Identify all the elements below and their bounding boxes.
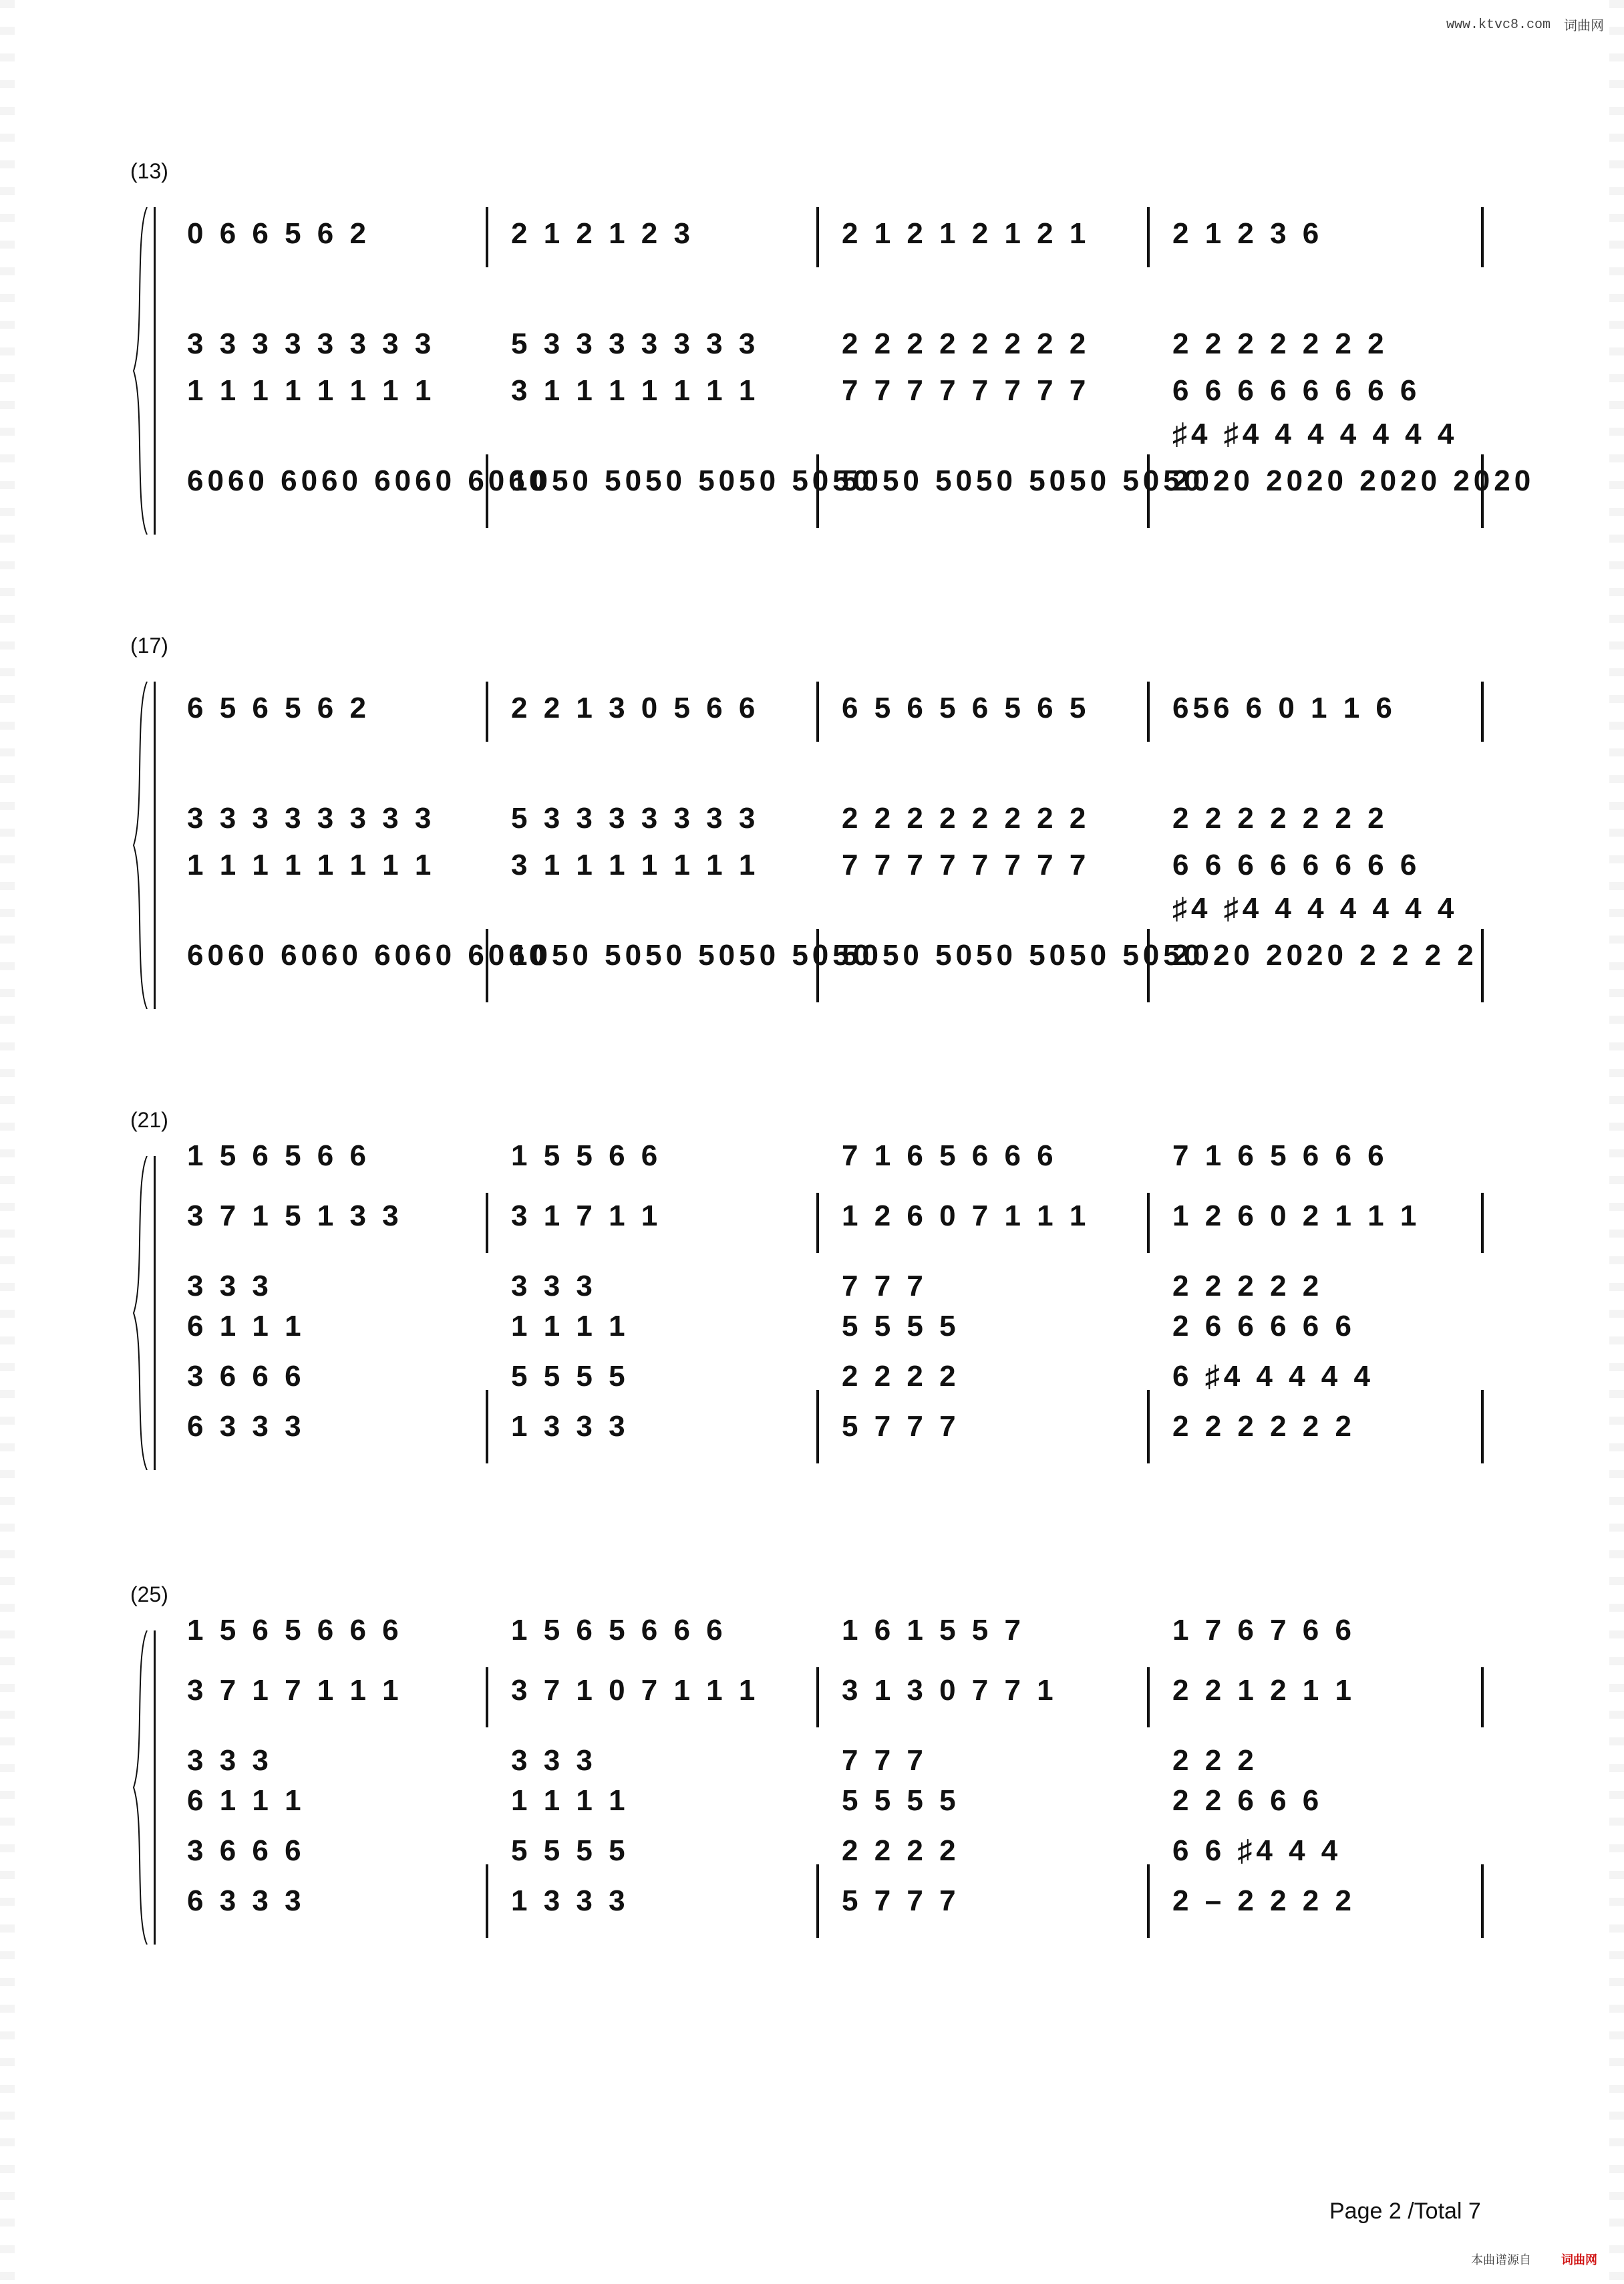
harmony-line: 1 1 1 1 xyxy=(511,1310,629,1342)
harmony-line: 2 2 2 2 2 2 2 xyxy=(1172,802,1388,835)
melody-line: 1 2 6 0 2 1 1 1 xyxy=(1172,1199,1421,1232)
melody-upper-voice: 1 5 5 6 6 xyxy=(511,1139,662,1172)
harmony-line: 5 5 5 5 xyxy=(842,1310,960,1342)
harmony-line: 6 6 6 6 6 6 6 6 xyxy=(1172,849,1421,881)
bass-line: 5050 5050 5050 5050 xyxy=(842,939,1204,972)
harmony-line: 6 ♯4 4 4 4 4 xyxy=(1172,1360,1374,1393)
melody-line: 6 5 6 5 6 2 xyxy=(187,692,370,724)
harmony-line: 3 3 3 xyxy=(511,1744,597,1777)
melody-line: 1 2 6 0 7 1 1 1 xyxy=(842,1199,1090,1232)
melody-upper-voice: 1 5 6 5 6 6 6 xyxy=(187,1614,403,1647)
bass-line: 1050 5050 5050 5050 xyxy=(511,939,874,972)
harmony-line: 6 1 1 1 xyxy=(187,1784,305,1817)
melody-line: 0 6 6 5 6 2 xyxy=(187,217,370,250)
melody-line: 3 1 7 1 1 xyxy=(511,1199,662,1232)
page-indicator: Page 2 /Total 7 xyxy=(1329,2198,1481,2224)
harmony-line: 3 3 3 3 3 3 3 3 xyxy=(187,802,436,835)
bass-line: 2020 2020 2020 2020 xyxy=(1172,464,1535,497)
melody-line: 2 1 2 1 2 1 2 1 xyxy=(842,217,1090,250)
bass-line: 5 7 7 7 xyxy=(842,1884,960,1917)
melody-line: 2 2 1 3 0 5 6 6 xyxy=(511,692,760,724)
harmony-line: 1 1 1 1 1 1 1 1 xyxy=(187,849,436,881)
footer-source-text: 本曲谱源自 xyxy=(1470,2253,1531,2267)
harmony-line: 1 1 1 1 1 1 1 1 xyxy=(187,374,436,407)
harmony-line: 6 6 6 6 6 6 6 6 xyxy=(1172,374,1421,407)
bass-line: 6 3 3 3 xyxy=(187,1884,305,1917)
bass-line: 1050 5050 5050 5050 xyxy=(511,464,874,497)
harmony-line: 2 2 6 6 6 xyxy=(1172,1784,1323,1817)
harmony-line: 2 2 2 2 2 2 2 2 xyxy=(842,802,1090,835)
bass-line: 2 2 2 2 2 2 xyxy=(1172,1410,1355,1443)
bass-line: 1 3 3 3 xyxy=(511,1410,629,1443)
system-line xyxy=(154,682,156,1009)
harmony-line: 3 1 1 1 1 1 1 1 xyxy=(511,374,760,407)
bass-line: 1 3 3 3 xyxy=(511,1884,629,1917)
melody-upper-voice: 1 5 6 5 6 6 xyxy=(187,1139,370,1172)
footer-brand-logo: 词曲网 xyxy=(1561,2253,1597,2267)
melody-line: 2 2 1 2 1 1 xyxy=(1172,1674,1355,1707)
harmony-line: 7 7 7 xyxy=(842,1270,927,1302)
harmony-line: 3 3 3 3 3 3 3 3 xyxy=(187,327,436,360)
harmony-line: 5 3 3 3 3 3 3 3 xyxy=(511,327,760,360)
brace-icon xyxy=(131,682,150,1009)
brace-icon xyxy=(131,1156,150,1470)
melody-line: 3 7 1 0 7 1 1 1 xyxy=(511,1674,760,1707)
harmony-line: 2 2 2 2 xyxy=(842,1360,960,1393)
system-1 xyxy=(0,160,1624,535)
harmony-line: ♯4 ♯4 4 4 4 4 4 4 xyxy=(1172,418,1458,450)
bass-line: 6 3 3 3 xyxy=(187,1410,305,1443)
footer-logos xyxy=(1471,2251,1597,2268)
harmony-line: 3 3 3 xyxy=(511,1270,597,1302)
system-line xyxy=(154,1630,156,1945)
melody-upper-voice: 1 6 1 5 5 7 xyxy=(842,1614,1025,1647)
system-3 xyxy=(0,1109,1624,1470)
bass-line: 5 7 7 7 xyxy=(842,1410,960,1443)
harmony-line: 3 6 6 6 xyxy=(187,1360,305,1393)
bass-line: 2 – 2 2 2 2 xyxy=(1172,1884,1355,1917)
melody-line: 3 1 3 0 7 7 1 xyxy=(842,1674,1058,1707)
harmony-line: 3 3 3 xyxy=(187,1744,273,1777)
harmony-line: 1 1 1 1 xyxy=(511,1784,629,1817)
melody-line: 6 5 6 5 6 5 6 5 xyxy=(842,692,1090,724)
harmony-line: 2 2 2 2 2 2 2 2 xyxy=(842,327,1090,360)
harmony-line: 3 3 3 xyxy=(187,1270,273,1302)
bass-line: 2020 2020 2 2 2 2 xyxy=(1172,939,1478,972)
site-url: www.ktvc8.com xyxy=(1446,17,1551,33)
bass-line: 6060 6060 6060 6060 xyxy=(187,464,550,497)
harmony-line: 3 1 1 1 1 1 1 1 xyxy=(511,849,760,881)
melody-upper-voice: 1 5 6 5 6 6 6 xyxy=(511,1614,727,1647)
site-logo: 词曲网 xyxy=(1564,19,1604,33)
melody-line: 656 6 0 1 1 6 xyxy=(1172,692,1396,724)
harmony-line: 5 5 5 5 xyxy=(511,1834,629,1867)
harmony-line: 6 6 ♯4 4 4 xyxy=(1172,1834,1342,1867)
measure-number: (17) xyxy=(130,633,168,658)
brace-icon xyxy=(131,1630,150,1945)
melody-upper-voice: 7 1 6 5 6 6 6 xyxy=(1172,1139,1388,1172)
harmony-line: 2 6 6 6 6 6 xyxy=(1172,1310,1355,1342)
melody-line: 3 7 1 5 1 3 3 xyxy=(187,1199,403,1232)
harmony-line: 7 7 7 xyxy=(842,1744,927,1777)
system-2 xyxy=(0,635,1624,1009)
harmony-line: 7 7 7 7 7 7 7 7 xyxy=(842,849,1090,881)
melody-upper-voice: 7 1 6 5 6 6 6 xyxy=(842,1139,1058,1172)
harmony-line: 5 5 5 5 xyxy=(842,1784,960,1817)
harmony-line: 2 2 2 2 xyxy=(842,1834,960,1867)
harmony-line: 2 2 2 xyxy=(1172,1744,1258,1777)
harmony-line: 5 3 3 3 3 3 3 3 xyxy=(511,802,760,835)
measure-number: (21) xyxy=(130,1108,168,1132)
melody-line: 3 7 1 7 1 1 1 xyxy=(187,1674,403,1707)
harmony-line: 3 6 6 6 xyxy=(187,1834,305,1867)
melody-line: 2 1 2 1 2 3 xyxy=(511,217,694,250)
harmony-line: 6 1 1 1 xyxy=(187,1310,305,1342)
system-line xyxy=(154,1156,156,1470)
measure-number: (13) xyxy=(130,159,168,183)
harmony-line: ♯4 ♯4 4 4 4 4 4 4 xyxy=(1172,892,1458,925)
bass-line: 5050 5050 5050 5050 xyxy=(842,464,1204,497)
harmony-line: 2 2 2 2 2 2 2 xyxy=(1172,327,1388,360)
bass-line: 6060 6060 6060 6060 xyxy=(187,939,550,972)
brace-icon xyxy=(131,207,150,535)
melody-line: 2 1 2 3 6 xyxy=(1172,217,1323,250)
system-4 xyxy=(0,1584,1624,1945)
harmony-line: 5 5 5 5 xyxy=(511,1360,629,1393)
system-line xyxy=(154,207,156,535)
harmony-line: 7 7 7 7 7 7 7 7 xyxy=(842,374,1090,407)
measure-number: (25) xyxy=(130,1582,168,1606)
harmony-line: 2 2 2 2 2 xyxy=(1172,1270,1323,1302)
melody-upper-voice: 1 7 6 7 6 6 xyxy=(1172,1614,1355,1647)
